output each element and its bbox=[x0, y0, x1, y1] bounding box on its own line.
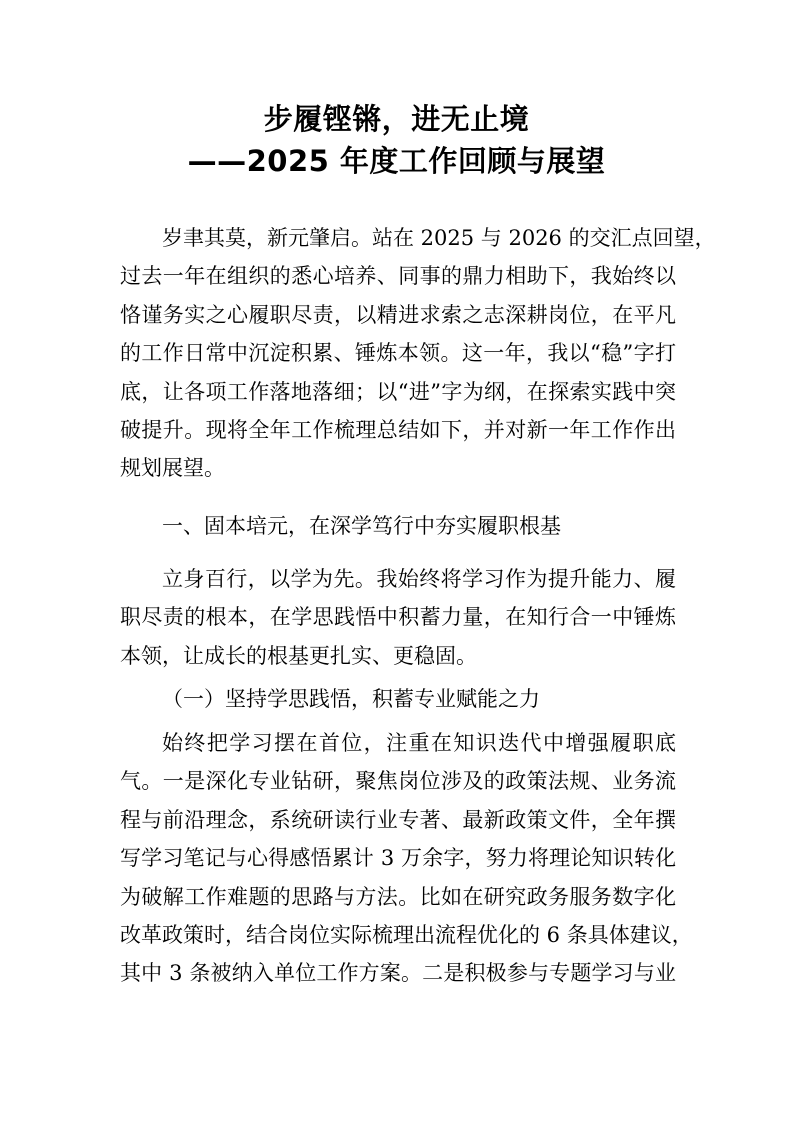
paragraph-line: 规划展望。 bbox=[120, 456, 225, 481]
section-intro-paragraph bbox=[120, 560, 676, 675]
document-title: 步履铿锵，进无止境 bbox=[263, 102, 530, 136]
paragraph-line: 的工作日常中沉淀积累、锤炼本领。这一年，我以“稳”字打 bbox=[120, 341, 676, 366]
paragraph-line: 本领，让成长的根基更扎实、更稳固。 bbox=[120, 643, 477, 668]
body-paragraph bbox=[120, 724, 693, 993]
paragraph-line: 过去一年在组织的悉心培养、同事的鼎力相助下，我始终以 bbox=[120, 264, 676, 289]
paragraph-line: 始终把学习摆在首位，注重在知识迭代中增强履职底 bbox=[162, 731, 676, 755]
paragraph-line: 立身百行，以学为先。我始终将学习作为提升能力、履 bbox=[162, 567, 676, 591]
paragraph-line: 为破解工作难题的思路与方法。比如在研究政务服务数字化 bbox=[120, 884, 676, 909]
paragraph-line: 岁聿其莫，新元肇启。站在 2025 与 2026 的交汇点回望， bbox=[162, 226, 716, 250]
paragraph-line: 破提升。现将全年工作梳理总结如下，并对新一年工作作出 bbox=[120, 417, 676, 442]
paragraph-line: 气。一是深化专业钻研，聚焦岗位涉及的政策法规、业务流 bbox=[120, 769, 676, 794]
paragraph-line: 写学习笔记与心得感悟累计 3 万余字，努力将理论知识转化 bbox=[120, 846, 676, 871]
subsection-heading bbox=[120, 680, 676, 718]
paragraph-line: 其中 3 条被纳入单位工作方案。二是积极参与专题学习与业 bbox=[120, 961, 676, 986]
subsection-heading-text: （一）坚持学思践悟，积蓄专业赋能之力 bbox=[162, 687, 540, 711]
paragraph-line: 恪谨务实之心履职尽责，以精进求索之志深耕岗位，在平凡 bbox=[120, 302, 676, 327]
document-subtitle: ——2025 年度工作回顾与展望 bbox=[187, 144, 606, 178]
paragraph-line: 职尽责的根本，在学思践悟中积蓄力量，在知行合一中锤炼 bbox=[120, 605, 676, 630]
section-heading-text: 一、固本培元，在深学笃行中夯实履职根基 bbox=[162, 514, 561, 538]
paragraph-line: 改革政策时，结合岗位实际梳理出流程优化的 6 条具体建议， bbox=[120, 922, 693, 947]
paragraph-line: 底，让各项工作落地落细；以“进”字为纲，在探索实践中突 bbox=[120, 379, 676, 404]
intro-paragraph bbox=[120, 219, 716, 488]
paragraph-line: 程与前沿理念，系统研读行业专著、最新政策文件，全年撰 bbox=[120, 807, 676, 832]
section-heading bbox=[120, 507, 676, 545]
